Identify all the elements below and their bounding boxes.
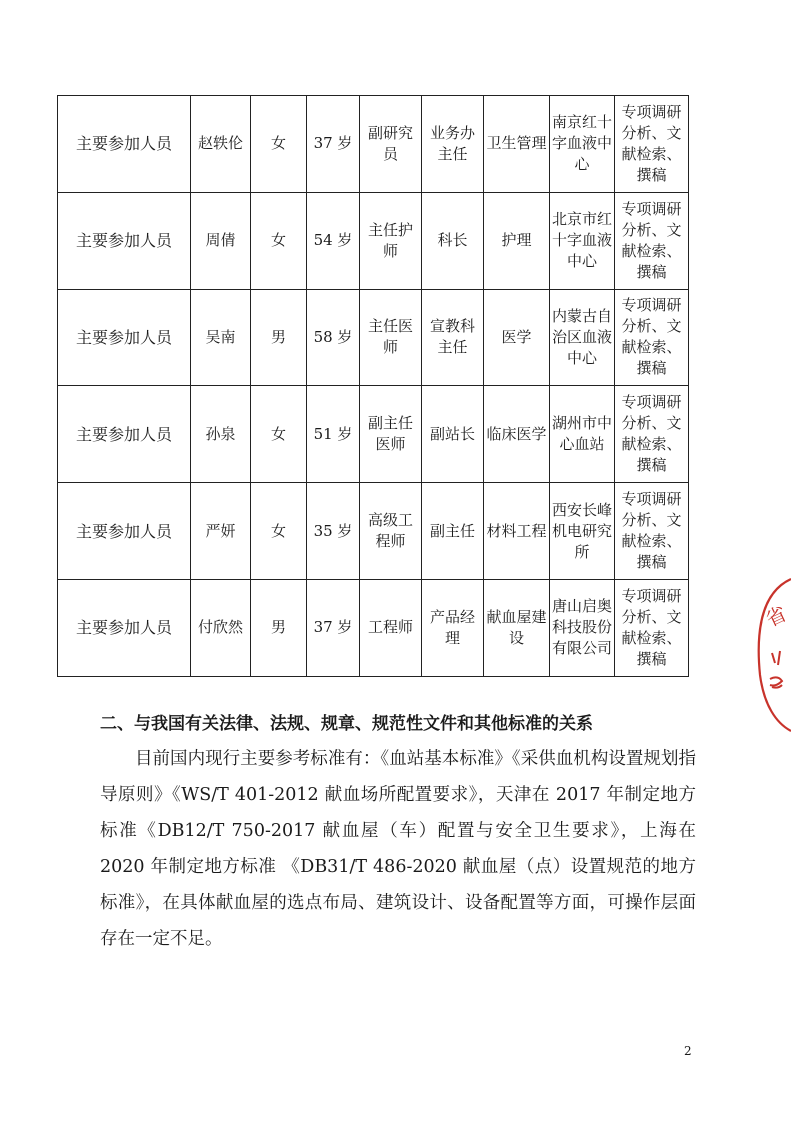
position-cell: 产品经理 [422, 579, 484, 676]
task-cell: 专项调研分析、文献检索、撰稿 [615, 579, 689, 676]
gender-cell: 女 [251, 483, 307, 580]
specialty-cell: 临床医学 [484, 386, 550, 483]
title-cell: 副主任医师 [360, 386, 422, 483]
age-cell: 37 岁 [307, 579, 360, 676]
name-cell: 严妍 [191, 483, 251, 580]
body-paragraph: 目前国内现行主要参考标准有：《血站基本标准》《采供血机构设置规划指导原则》《WS/T 401-2012 献血场所配置要求》，天津在 2017 年制定地方标准《DB12/T 750-2017 献血屋（车）配置与安全卫生要求》，上海在 2020 年制定地方标准 《DB31/T 486-2020 献血屋（点）设置规范的地方标准》，在具体献血屋的选点布局、建筑设计、设备配置等方面，可操作层面存在一定不足。 [100, 749, 696, 949]
specialty-cell: 材料工程 [484, 483, 550, 580]
organization-cell: 湖州市中心血站 [550, 386, 615, 483]
gender-cell: 女 [251, 386, 307, 483]
role-cell: 主要参加人员 [58, 386, 191, 483]
task-cell: 专项调研分析、文献检索、撰稿 [615, 192, 689, 289]
name-cell: 孙泉 [191, 386, 251, 483]
organization-cell: 内蒙古自治区血液中心 [550, 289, 615, 386]
svg-text:省: 省 [761, 601, 791, 632]
gender-cell: 女 [251, 96, 307, 193]
specialty-cell: 卫生管理 [484, 96, 550, 193]
specialty-cell: 医学 [484, 289, 550, 386]
organization-cell: 北京市红十字血液中心 [550, 192, 615, 289]
gender-cell: 男 [251, 289, 307, 386]
position-cell: 副站长 [422, 386, 484, 483]
role-cell: 主要参加人员 [58, 483, 191, 580]
table-row [58, 579, 689, 676]
section-heading: 二、与我国有关法律、法规、规章、规范性文件和其他标准的关系 [100, 714, 593, 734]
position-cell: 科长 [422, 192, 484, 289]
gender-cell: 女 [251, 192, 307, 289]
role-cell: 主要参加人员 [58, 192, 191, 289]
organization-cell: 南京红十字血液中心 [550, 96, 615, 193]
name-cell: 周倩 [191, 192, 251, 289]
title-cell: 工程师 [360, 579, 422, 676]
role-cell: 主要参加人员 [58, 96, 191, 193]
title-cell: 副研究员 [360, 96, 422, 193]
title-cell: 高级工程师 [360, 483, 422, 580]
age-cell: 51 岁 [307, 386, 360, 483]
age-cell: 58 岁 [307, 289, 360, 386]
personnel-table [57, 95, 689, 677]
red-seal-stamp [752, 575, 791, 735]
position-cell: 副主任 [422, 483, 484, 580]
table-row [58, 386, 689, 483]
task-cell: 专项调研分析、文献检索、撰稿 [615, 483, 689, 580]
organization-cell: 西安长峰机电研究所 [550, 483, 615, 580]
task-cell: 专项调研分析、文献检索、撰稿 [615, 289, 689, 386]
gender-cell: 男 [251, 579, 307, 676]
position-cell: 宣教科主任 [422, 289, 484, 386]
role-cell: 主要参加人员 [58, 289, 191, 386]
age-cell: 35 岁 [307, 483, 360, 580]
role-cell: 主要参加人员 [58, 579, 191, 676]
task-cell: 专项调研分析、文献检索、撰稿 [615, 386, 689, 483]
table-row [58, 483, 689, 580]
table-row [58, 96, 689, 193]
specialty-cell: 献血屋建设 [484, 579, 550, 676]
page-number: 2 [684, 1044, 692, 1058]
position-cell: 业务办主任 [422, 96, 484, 193]
age-cell: 37 岁 [307, 96, 360, 193]
age-cell: 54 岁 [307, 192, 360, 289]
specialty-cell: 护理 [484, 192, 550, 289]
name-cell: 付欣然 [191, 579, 251, 676]
table-row [58, 289, 689, 386]
name-cell: 赵轶伦 [191, 96, 251, 193]
name-cell: 吴南 [191, 289, 251, 386]
title-cell: 主任医师 [360, 289, 422, 386]
title-cell: 主任护师 [360, 192, 422, 289]
table-row [58, 192, 689, 289]
organization-cell: 唐山启奥科技股份有限公司 [550, 579, 615, 676]
task-cell: 专项调研分析、文献检索、撰稿 [615, 96, 689, 193]
